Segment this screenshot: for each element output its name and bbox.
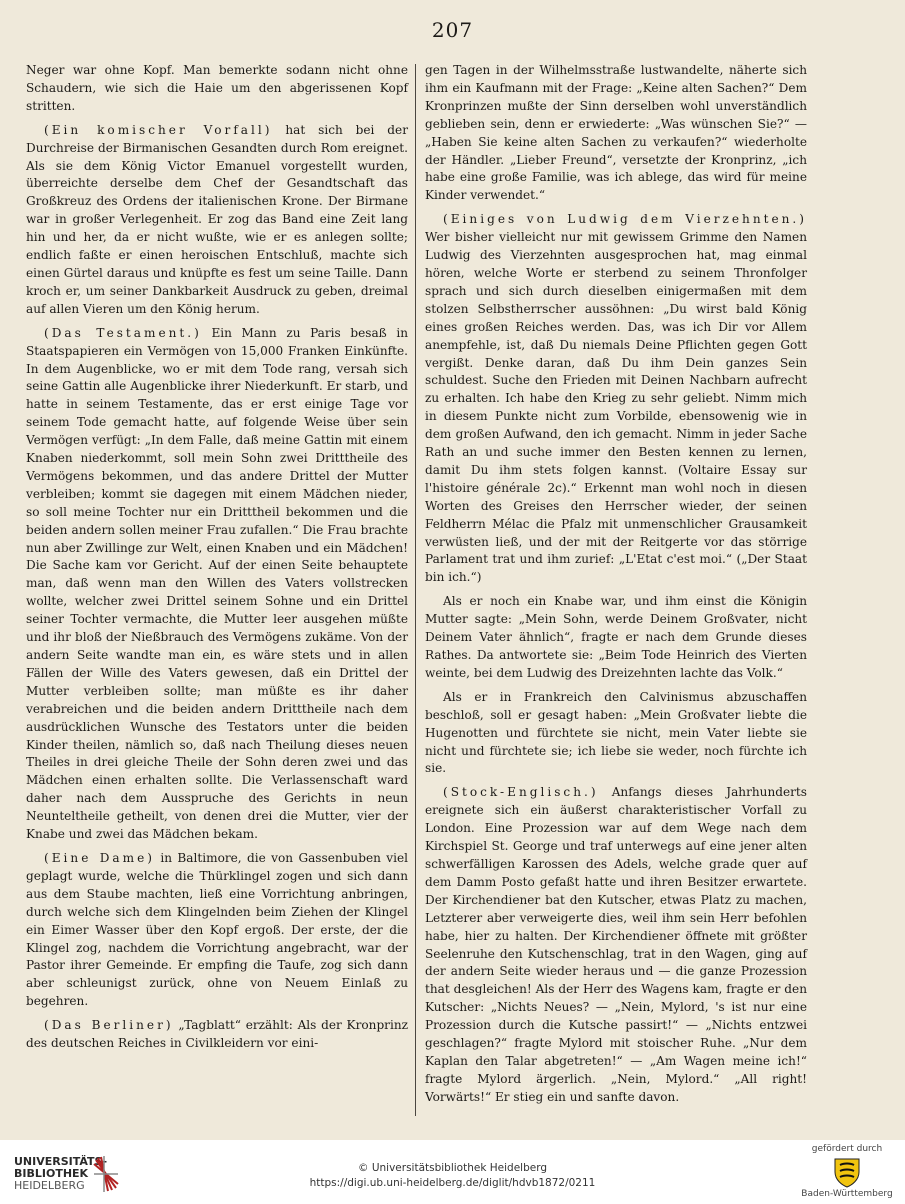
sponsor-logo[interactable] (797, 1142, 897, 1202)
sponsor-name: Baden-Württemberg (801, 1189, 893, 1199)
article-heading: (Eine Dame) (44, 850, 155, 865)
state-coat-of-arms-icon (832, 1156, 862, 1188)
paragraph: (Das Berliner) „Tagblatt“ erzählt: Als der Kronprinz des deutschen Reiches in Civilkleidern vor eini- (26, 1018, 408, 1051)
copyright-text: © Universitätsbibliothek Heidelberg (357, 1162, 547, 1174)
page-number: 207 (431, 18, 474, 42)
permalink[interactable]: https://digi.ub.uni-heidelberg.de/diglit/hdvb1872/0211 (309, 1177, 596, 1189)
copyright-notice (0, 1161, 905, 1191)
paragraph: Als er in Frankreich den Calvinismus abzuschaffen beschloß, soll er gesagt haben: „Mein Großvater liebte die Hugenotten und fürchtete sie nicht, mein Vater liebte sie nicht und fürchtete sie; ich liebe sie weder, noch fürchte ich sie. (425, 689, 807, 776)
paragraph: (Stock-Englisch.) Anfangs dieses Jahrhunderts ereignete sich ein äußerst charakteristischer Vorfall zu London. Eine Prozession war auf dem Wege nach dem Kirchspiel St. George und traf unterwegs auf eine jener alten schwerfälligen Karossen des Adels, welche grade quer auf dem Damm Posto gefaßt hatte und ihren Besitzer erwartete. Der Kirchendiener bat den Kutscher, etwas Platz zu machen, Letzterer aber verweigerte dies, weil ihm sein Herr befohlen habe, hier zu halten. Der Kirchendiener öffnete mit größter Seelenruhe den Kutschenschlag, trat in den Wagen, ging auf der andern Seite wieder heraus und — die ganze Prozession that desgleichen! Als der Herr des Wagens kam, fragte er den Kutscher: „Nichts Neues? — „Nein, Mylord, 's ist nur eine Prozession durch die Kutsche passirt!“ — „Nichts entzwei geschlagen?“ fragte Mylord mit stoischer Ruhe. „Nur dem Kaplan den Talar abgetreten!“ — „Am Wagen meine ich!“ fragte Mylord ärgerlich. „Nein, Mylord.“ „All right! Vorwärts!“ Er stieg ein und sanfte davon. (425, 785, 807, 1104)
article-heading: (Ein komischer Vorfall) (44, 122, 273, 137)
viewer-footer (0, 1140, 905, 1204)
article-heading: (Stock-Englisch.) (443, 785, 599, 800)
paragraph: (Eine Dame) in Baltimore, die von Gassenbuben viel geplagt wurde, welche die Thürklingel zogen und sich dann aus dem Staube machten, ließ eine Vorrichtung anbringen, durch welche sich dem Klingelnden beim Ziehen der Klingel ein Eimer Wasser über den Kopf ergoß. Der erste, der die Klingel zog, nachdem die Vorrichtung angebracht, war der Pastor ihrer Gemeinde. Er empfing die Taufe, zog sich dann aber schleunigst zurück, ohne von Neuem Einlaß zu begehren. (26, 850, 408, 1009)
library-logo-text: UNIVERSITÄTS- BIBLIOTHEK HEIDELBERG (14, 1155, 108, 1192)
column-divider (415, 64, 416, 1116)
right-text-column (425, 62, 807, 1113)
paragraph: (Ein komischer Vorfall) hat sich bei der Durchreise der Birmanischen Gesandten durch Rom ereignet. Als sie dem König Victor Emanuel vorgestellt wurden, überreichte derselbe dem Chef der Gesandtschaft das Großkreuz des Ordens der italienischen Krone. Der Birmane war in großer Verlegenheit. Er zog das Band eine Zeit lang hin und her, da er nicht wußte, wie er es anlegen sollte; endlich faßte er einen heroischen Entschluß, machte sich einen Gürtel daraus und knüpfte es fest um seine Taille. Dann kroch er, um seiner Dankbarkeit Ausdruck zu geben, dreimal auf allen Vieren um den König herum. (26, 122, 408, 316)
article-heading: (Das Testament.) (44, 325, 202, 340)
paragraph: Neger war ohne Kopf. Man bemerkte sodann nicht ohne Schaudern, wie sich die Haie um den abgerissenen Kopf stritten. (26, 63, 408, 113)
paragraph: Als er noch ein Knabe war, und ihm einst die Königin Mutter sagte: „Mein Sohn, werde Deinem Großvater, nicht Deinem Vater ähnlich“, fragte er nach dem Grunde dieses Rathes. Da antwortete sie: „Beim Tode Heinrich des Vierten weinte, bei dem Ludwig des Dreizehnten lachte das Volk.“ (425, 594, 807, 680)
paragraph: (Einiges von Ludwig dem Vierzehnten.) Wer bisher vielleicht nur mit gewissem Grimme den Namen Ludwig des Vierzehnten ausgesprochen hat, mag einmal hören, welche Worte er sterbend zu seinem Thronfolger sprach und sich durch dieselben einigermaßen mit dem stolzen Selbstherrscher aussöhnen: „Du wirst bald König eines großen Reiches werden. Das, was ich Dir vor Allem anempfehle, ist, daß Du niemals Deine Pflichten gegen Gott vergißt. Denke daran, daß Du ihm Dein ganzes Sein schuldest. Suche den Frieden mit Deinen Nachbarn aufrecht zu erhalten. Ich habe den Krieg zu sehr geliebt. Nimm mich in diesem Punkte nicht zum Vorbilde, ebensowenig wie in dem großen Aufwand, den ich gemacht. Nimm in jeder Sache Rath an und suche immer den Besten kennen zu lernen, damit Du ihm stets folgen kannst. (Voltaire Essay sur l'histoire générale 2c).“ Erkennt man wohl noch in diesen Worten des Greises den Herrscher wieder, der seinen Feldherrn Mélac die Pfalz mit unmenschlicher Grausamkeit verwüsten ließ, und der mit der Reitgerte vor das störrige Parlament trat und ihm zurief: „L'Etat c'est moi.“ („Der Staat bin ich.“) (425, 212, 807, 585)
article-heading: (Einiges von Ludwig dem Vierzehnten.) (443, 212, 807, 227)
paragraph: gen Tagen in der Wilhelmsstraße lustwandelte, näherte sich ihm ein Kaufmann mit der Frage: „Keine alten Sachen?“ Dem Kronprinzen mußte der Sinn derselben wohl unverständlich geblieben sein, denn er erwiederte: „Was wünschen Sie?“ — „Haben Sie keine alten Sachen zu verkaufen?“ wiederholte der Händler. „Lieber Freund“, versetzte der Kronprinz, „ich habe eine große Familie, was ich ablege, das wird für meine Kinder verwendet.“ (425, 63, 807, 203)
article-heading: (Das Berliner) (44, 1018, 174, 1033)
sponsor-label: gefördert durch (811, 1144, 883, 1154)
paragraph: (Das Testament.) Ein Mann zu Paris besaß in Staatspapieren ein Vermögen von 15,000 Franken Einkünfte. In dem Augenblicke, wo er mit dem Tode rang, versah sich seine Gattin alle Augenblicke ihrer Niederkunft. Er starb, und hatte in seinem Testamente, das er erst einige Tage vor seinem Tode gemacht hatte, auf folgende Weise über sein Vermögen verfügt: „In dem Falle, daß meine Gattin mit einem Knaben niederkommt, soll mein Sohn zwei Dritttheile des Vermögens bekommen, und das andere Drittel der Mutter verbleiben; kommt sie dagegen mit einem Mädchen nieder, so soll meine Tochter nur ein Dritttheil bekommen und die beiden andern sollen meiner Frau zufallen.“ Die Frau brachte nun aber Zwillinge zur Welt, einen Knaben und ein Mädchen! Die Sache kam vor Gericht. Auf der einen Seite behauptete man, daß wenn man den Willen des Vaters vollstrecken wollte, welcher zwei Drittel seinem Sohne und ein Drittel seiner Tochter vermachte, die Mutter leer ausgehen müßte und ihr bloß der Nießbrauch des Vermögens zukäme. Von der andern Seite wandte man ein, es wäre stets und in allen Fällen der Wille des Vaters gewesen, daß ein Drittel der Mutter verbleiben sollte; man müßte es ihr daher verabreichen und die beiden andern Dritttheile nach dem ausdrücklichen Wunsche des Testators unter die beiden Kinder theilen, nämlich so, daß nach Theilung dieses neuen Theiles in drei gleiche Theile der Sohn deren zwei und das Mädchen einen erhalten sollte. Die Verlassenschaft ward daher nach dem Ausspruche des Gerichts in neun Neunteltheile getheilt, von denen drei die Mutter, vier der Knabe und zwei das Mädchen bekam. (26, 325, 409, 842)
left-text-column (26, 62, 408, 1059)
